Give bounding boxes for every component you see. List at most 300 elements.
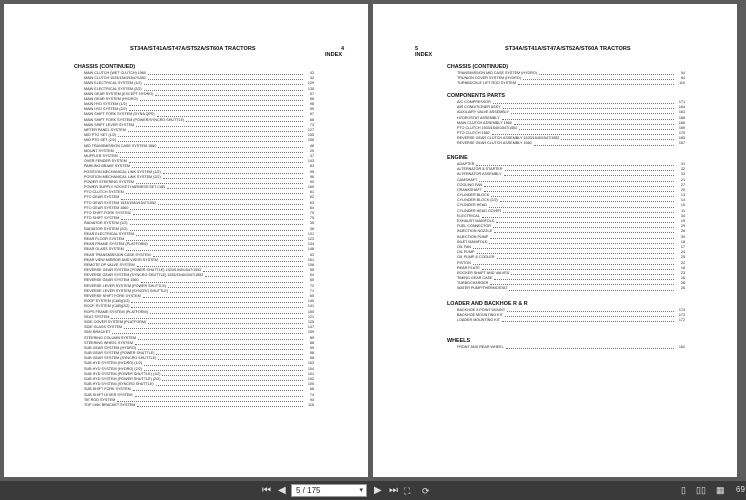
entry-page-number: 43 <box>309 70 314 75</box>
dot-leader <box>118 136 303 137</box>
dot-leader <box>504 175 674 176</box>
dot-leader <box>148 74 303 75</box>
entry-page-number: 123 <box>307 236 314 241</box>
dot-leader <box>476 165 674 166</box>
dot-leader <box>490 284 674 285</box>
entry-page-number: 54 <box>680 70 685 75</box>
entry-page-number: 125 <box>307 319 314 324</box>
entry-page-number: 98 <box>309 102 314 107</box>
entry-page-number: 33 <box>680 172 685 177</box>
dot-leader <box>144 370 303 371</box>
entry-page-number: 150 <box>307 309 314 314</box>
dot-leader <box>111 318 303 319</box>
dot-leader <box>131 307 303 308</box>
entry-page-number: 30 <box>680 234 685 239</box>
entry-label: TURBOCHARGER <box>457 281 489 286</box>
dot-leader <box>136 235 303 236</box>
entry-label: REMOTE OP VALVE SYSTEM <box>84 262 135 267</box>
entry-page-number: 147 <box>307 325 314 330</box>
entry-page-number: 144 <box>307 242 314 247</box>
entry-label: REVERSE GEAR CLUTCH ASSEMBLY 1560 <box>457 141 532 146</box>
entry-label: OIL FAN <box>457 244 472 249</box>
dot-leader <box>141 282 303 283</box>
dot-leader <box>148 79 303 80</box>
dot-leader <box>133 390 303 391</box>
dot-leader <box>135 344 303 345</box>
entry-label: SIDE GLASS SYSTEM <box>84 325 123 330</box>
entry-page-number: 103 <box>307 361 314 366</box>
entry-page-number: 169 <box>678 125 685 130</box>
dot-leader <box>489 243 674 244</box>
entry-label: MAIN HYD SYSTEM (2/2) <box>84 107 127 112</box>
entry-label: TIMING GEAR CASE <box>457 276 493 281</box>
entry-label: PTO CLUTCH 1533/1540/1547/1552 <box>457 125 518 130</box>
entry-label: PTO GEAR SYSTEM 1533/1540/1547/1552 <box>84 200 157 205</box>
entry-page-number: 174 <box>678 307 685 312</box>
dot-leader <box>477 253 675 254</box>
entry-label: ALTERNATOR ASSEMBLY <box>457 172 502 177</box>
section-title: LOADER AND BACKHOE R & R <box>447 301 528 307</box>
entry-label: PTO GEAR SYSTEM <box>84 195 120 200</box>
entry-label: SEAT SYSTEM <box>84 314 110 319</box>
two-page-view-icon[interactable]: ▯▯ <box>696 485 706 495</box>
index-entry[interactable] <box>447 81 685 86</box>
dot-leader <box>503 108 674 109</box>
dot-leader <box>143 297 303 298</box>
dot-leader <box>144 90 303 91</box>
dot-leader <box>491 196 674 197</box>
dot-leader <box>130 230 303 231</box>
entry-label: INLET MANIFOLD <box>457 239 488 244</box>
entry-label: MID PTO SET (2/2) <box>84 138 117 143</box>
entry-label: SIDE COVER SYSTEM (PLATFORM) <box>84 319 147 324</box>
entry-page-number: 140 <box>307 299 314 304</box>
entry-label: CYLINDER HEAD COVER <box>457 208 502 213</box>
entry-page-number: 72 <box>309 283 314 288</box>
entry-label: INJECTION PUMP <box>457 234 489 239</box>
entry-page-number: 121 <box>307 314 314 319</box>
entry-page-number: 37 <box>309 153 314 158</box>
section-title: CHASSIS (CONTINUED) <box>74 64 136 70</box>
entry-label: SMV BRACKET <box>84 330 111 335</box>
entry-label: POSITION MECHANICAL LINK SYSTEM (1/2) <box>84 169 161 174</box>
dot-leader <box>112 333 303 334</box>
dot-leader <box>117 401 303 402</box>
entry-page-number: 36 <box>309 226 314 231</box>
entry-label: SUB HYD SYSTEM (HYDRO) (2/2) <box>84 366 142 371</box>
entry-label: SUB SHIFT FORK SYSTEM <box>84 387 131 392</box>
entry-label: OIL PUMP & COOLER <box>457 255 495 260</box>
dot-leader <box>131 302 303 303</box>
dot-leader <box>121 219 303 220</box>
entry-label: ROCKER SHAFT AND VALVES <box>457 270 510 275</box>
dot-leader <box>519 129 674 130</box>
entry-label: POSITION MECHANICAL LINK SYSTEM (2/2) <box>84 174 161 179</box>
entry-page-number: 173 <box>678 313 685 318</box>
entry-page-number: 35 <box>309 221 314 226</box>
entry-page-number: 11 <box>681 208 685 213</box>
entry-page-number: 163 <box>678 110 685 115</box>
entry-page-number: 141 <box>307 304 314 309</box>
dot-leader <box>493 227 674 228</box>
rotate-icon[interactable]: ⟳ <box>422 486 430 496</box>
dot-leader <box>124 328 303 329</box>
dot-leader <box>150 313 303 314</box>
entry-label: REAR ELECTRICAL SYSTEM <box>84 231 135 236</box>
entry-page-number: 60 <box>309 278 314 283</box>
entry-label: MAIN SHIFT LEVER SYSTEM <box>84 122 135 127</box>
index-section <box>447 92 685 147</box>
index-label: INDEX <box>325 52 343 58</box>
index-entry[interactable] <box>447 287 685 292</box>
entry-label: TURNBUCKLE LIFT ROD SYSTEM <box>457 81 516 86</box>
entry-label: MAIN SHIFT FORK SYSTEM (POWER/SYNCRO SHUTTLE) <box>84 117 185 122</box>
entry-page-number: 18 <box>680 265 685 270</box>
entry-label: SUB HYD SYSTEM (SYNCRO SHUTTLE) <box>84 382 154 387</box>
entry-label: RADIATOR SYSTEM (2/2) <box>84 226 128 231</box>
entry-label: SUB HYD SYSTEM (HYDRO) (1/2) <box>84 361 142 366</box>
entry-label: TOP LINK BRACKET SYSTEM <box>84 402 136 407</box>
entry-page-number: 166 <box>678 120 685 125</box>
entry-page-number: 96 <box>309 174 314 179</box>
entry-label: A/C COMPRESSOR <box>457 99 491 104</box>
entry-label: CAMSHAFT <box>457 177 478 182</box>
entry-label: REVERSE LEVER SYSTEM (POWER SHUTTLE) <box>84 283 167 288</box>
dot-leader <box>158 147 303 148</box>
dot-leader <box>509 290 674 291</box>
entry-label: OIL PUMP <box>457 250 475 255</box>
entry-page-number: 165 <box>678 136 685 141</box>
dot-leader <box>500 201 674 202</box>
dot-leader <box>502 321 674 322</box>
entry-page-number: 116 <box>308 402 314 407</box>
entry-page-number: 19 <box>680 219 685 224</box>
entry-page-number: 101 <box>307 371 314 376</box>
entry-label: SUB SHIFT LEVER SYSTEM <box>84 392 133 397</box>
entry-label: SUB HYD SYSTEM (POWER SHUTTLE) (2/2) <box>84 377 161 382</box>
page-header-title: ST34A/ST41A/ST47A/ST52A/ST60A TRACTORS <box>505 46 631 52</box>
entry-page-number: 27 <box>680 182 685 187</box>
dot-leader <box>121 199 303 200</box>
dot-leader <box>490 238 674 239</box>
entry-page-number: 24 <box>680 250 685 255</box>
entry-label: PTO SHIFT FORK SYSTEM <box>84 211 131 216</box>
entry-page-number: 68 <box>309 387 314 392</box>
dot-leader <box>505 316 674 317</box>
entry-label: REVERSE GEAR SYSTEM (SYNCRO SHUTTLE) 1533/1540/1547/1552 <box>84 273 204 278</box>
entry-page-number: 110 <box>679 81 685 86</box>
last-page-icon[interactable]: ⏭ <box>389 485 398 496</box>
entry-page-number: 61 <box>309 190 314 195</box>
entry-page-number: 160 <box>307 185 314 190</box>
index-section <box>74 63 314 408</box>
entry-label: ROPS FRAME SYSTEM (PLATFORM) <box>84 309 148 314</box>
entry-page-number: 65 <box>309 294 314 299</box>
dot-leader <box>493 103 674 104</box>
entry-page-number: 14 <box>680 198 685 203</box>
entry-page-number: 104 <box>307 366 314 371</box>
entry-label: MOUNT SYSTEM <box>84 148 114 153</box>
entry-label: FUEL CONNECTOR <box>457 224 492 229</box>
entry-label: TRANSMISSION MID CASE SYSTEM (HYDRO) <box>457 70 537 75</box>
page-number-field[interactable] <box>291 484 367 497</box>
entry-page-number: 155 <box>307 133 314 138</box>
entry-page-number: 108 <box>307 262 314 267</box>
entry-page-number: 21 <box>680 177 685 182</box>
dot-leader <box>137 406 303 407</box>
entry-label: COOLING FAN <box>457 182 483 187</box>
page-header-title: ST34A/ST41A/ST47A/ST52A/ST60A TRACTORS <box>130 46 256 52</box>
entry-page-number: 58 <box>309 351 314 356</box>
entry-label: INJECTION NOZZLE <box>457 229 493 234</box>
entry-page-number: 162 <box>678 344 685 349</box>
section-title: CHASSIS (CONTINUED) <box>447 64 509 70</box>
dot-leader <box>505 170 674 171</box>
dot-leader <box>186 121 303 122</box>
entry-label: AIR CONDITIONER ASSY <box>457 105 501 110</box>
dot-leader <box>511 113 674 114</box>
dot-leader <box>120 157 303 158</box>
entry-page-number: 64 <box>309 205 314 210</box>
entry-page-number: 90 <box>309 179 314 184</box>
entry-page-number: 46 <box>309 143 314 148</box>
entry-label: ELECTRICAL <box>457 213 480 218</box>
prev-page-icon[interactable]: ◀ <box>278 485 286 496</box>
entry-page-number: 164 <box>678 105 685 110</box>
entry-label: BACKHOE MOUNTING KIT <box>457 313 503 318</box>
entry-label: HYDROSTAT ASSEMBLY <box>457 115 500 120</box>
entry-label: REVERSE SHIFT FORK SYSTEM <box>84 294 141 299</box>
entry-page-number: 25 <box>309 148 314 153</box>
entry-page-number: 22 <box>680 260 685 265</box>
entry-label: SUB GEAR SYSTEM (HYDRO) <box>84 345 137 350</box>
entry-label: MAIN HYD SYSTEM (1/2) <box>84 102 127 107</box>
dot-leader <box>205 276 303 277</box>
dot-leader <box>158 359 303 360</box>
entry-page-number: 83 <box>309 164 314 169</box>
dot-leader <box>133 214 303 215</box>
entry-label: REVERSE GEAR CLUTCH ASSEMBLY 1533/1540/1547/1552 <box>457 136 560 141</box>
entry-label: BACKHOE 3-POINT MOUNT <box>457 307 506 312</box>
section-title: WHEELS <box>447 338 471 344</box>
entry-label: MAIN ELECTRICAL SYSTEM (2/2) <box>84 86 142 91</box>
entry-label: FRONT AND REAR WHEEL <box>457 344 504 349</box>
dot-leader <box>502 119 674 120</box>
entry-page-number: 23 <box>680 270 685 275</box>
entry-label: ROOF SYSTEM (CAB)(1/2) <box>84 299 130 304</box>
dot-leader <box>132 167 303 168</box>
entry-page-number: 70 <box>309 211 314 216</box>
entry-page-number: 57 <box>309 91 314 96</box>
document-page-right <box>373 4 737 477</box>
dot-leader <box>534 145 674 146</box>
index-entry[interactable] <box>447 345 685 350</box>
dot-leader <box>511 274 674 275</box>
entry-page-number: 15 <box>680 203 685 208</box>
entry-page-number: 161 <box>307 257 314 262</box>
entry-page-number: 75 <box>309 216 314 221</box>
entry-page-number: 32 <box>680 167 685 172</box>
dot-leader <box>484 186 674 187</box>
entry-page-number: 67 <box>309 112 314 117</box>
entry-label: ROOF SYSTEM (CAB)(2/2) <box>84 304 130 309</box>
entry-label: REVERSE GEAR SYSTEM 1560 <box>84 278 139 283</box>
entry-label: POWER SUPPLY SOCKET HARNESS SET CAB <box>84 185 165 190</box>
dot-leader <box>482 269 674 270</box>
entry-page-number: 20 <box>680 187 685 192</box>
dot-leader <box>479 181 674 182</box>
entry-label: SUB GEAR SYSTEM (POWER SHUTTLE) <box>84 351 155 356</box>
index-section <box>447 154 685 292</box>
dot-leader <box>168 287 303 288</box>
dot-leader <box>136 183 303 184</box>
entry-page-number: 89 <box>309 335 314 340</box>
page-field-value: 5 / 175 <box>296 486 321 495</box>
entry-label: SUB HYD SYSTEM (POWER SHUTTLE) (1/2) <box>84 371 161 376</box>
entry-page-number: 156 <box>307 138 314 143</box>
pdf-viewer-toolbar <box>0 481 746 500</box>
entry-page-number: 58 <box>309 356 314 361</box>
entry-label: REAR VIEW MIRROR AND VISOR SYSTEM <box>84 257 158 262</box>
dot-leader <box>561 139 674 140</box>
entry-page-number: 168 <box>678 115 685 120</box>
entry-label: AUXILIARY VALVE ASSEMBLY <box>457 110 509 115</box>
entry-page-number: 148 <box>307 247 314 252</box>
single-page-view-icon[interactable]: ▯ <box>681 485 686 495</box>
dot-leader <box>138 349 303 350</box>
index-entry[interactable] <box>447 318 685 323</box>
entry-page-number: 130 <box>307 86 314 91</box>
grid-view-icon[interactable]: ▦ <box>716 485 725 495</box>
entry-label: MAIN CLUTCH ASSEMBLY 1560 <box>457 120 512 125</box>
fit-page-icon[interactable]: ⛶ <box>404 486 411 496</box>
index-label: INDEX <box>415 52 433 58</box>
dot-leader <box>144 365 303 366</box>
entry-page-number: 131 <box>307 231 314 236</box>
page-number: 4 <box>341 46 345 52</box>
dot-leader <box>482 217 674 218</box>
entry-page-number: 170 <box>678 131 685 136</box>
dot-leader <box>150 245 303 246</box>
entry-page-number: 95 <box>309 169 314 174</box>
entry-label: MAIN CLUTCH 1533/1540/1547/1552 <box>84 76 147 81</box>
entry-page-number: 71 <box>309 288 314 293</box>
dot-leader <box>494 279 674 280</box>
dot-leader <box>148 323 303 324</box>
entry-label: PTO CLUTCH 1560 <box>457 131 490 136</box>
entry-label: REAR FRAME SYSTEM (PLATFORM) <box>84 242 148 247</box>
entry-label: MAIN GEAR SYSTEM (EXCEPT HYDRO) <box>84 91 154 96</box>
entry-page-number: 28 <box>680 281 685 286</box>
entry-label: SUB GEAR SYSTEM (SYNCRO SHUTTLE) <box>84 356 157 361</box>
dot-leader <box>484 191 674 192</box>
entry-page-number: 26 <box>680 229 685 234</box>
dot-leader <box>157 116 303 117</box>
dot-leader <box>162 380 303 381</box>
section-title: ENGINE <box>447 155 468 161</box>
entry-page-number: 167 <box>678 141 685 146</box>
entry-page-number: 54 <box>309 273 314 278</box>
entry-label: PISTON <box>457 260 471 265</box>
dot-leader <box>126 240 303 241</box>
entry-page-number: 29 <box>680 224 685 229</box>
dot-leader <box>129 110 303 111</box>
entry-label: PTO CLUTCH SYSTEM <box>84 190 124 195</box>
entry-page-number: 62 <box>309 195 314 200</box>
dot-leader <box>203 271 303 272</box>
dot-leader <box>163 178 303 179</box>
entry-label: CYLINDER BLOCK (2/2) <box>457 198 498 203</box>
dot-leader <box>156 385 303 386</box>
index-entry[interactable] <box>74 403 314 408</box>
entry-page-number: 127 <box>307 128 314 133</box>
entry-label: ALTERNATOR & STARTER <box>457 167 503 172</box>
entry-label: STEERING WHEEL SYSTEM <box>84 340 134 345</box>
dot-leader <box>497 258 675 259</box>
dot-leader <box>130 224 303 225</box>
entry-page-number: 100 <box>307 382 314 387</box>
entry-label: TIE ROD SYSTEM <box>84 397 116 402</box>
entry-page-number: 73 <box>309 122 314 127</box>
entry-label: REAR PLATE <box>457 265 480 270</box>
dot-leader <box>170 292 303 293</box>
dot-leader <box>126 193 303 194</box>
entry-label: CYLINDER BLOCK <box>457 193 490 198</box>
entry-label: MID PTO SET (1/2) <box>84 133 117 138</box>
entry-label: PTO SHIFT SYSTEM <box>84 216 120 221</box>
entry-label: POWER STEERING SYSTEM <box>84 179 134 184</box>
dot-leader <box>130 209 303 210</box>
entry-page-number: 25 <box>680 255 685 260</box>
entry-label: MAIN GEAR SYSTEM (HYDRO) <box>84 96 138 101</box>
entry-page-number: 55 <box>309 268 314 273</box>
entry-page-number: 42 <box>309 76 314 81</box>
zoom-level[interactable]: 69 <box>736 485 745 494</box>
entry-label: STEERING COLUMN SYSTEM <box>84 335 137 340</box>
entry-page-number: 34 <box>680 213 685 218</box>
dot-leader <box>163 173 303 174</box>
dot-leader <box>518 84 674 85</box>
entry-label: METER PANEL SYSTEM <box>84 128 126 133</box>
next-page-icon[interactable]: ▶ <box>374 485 382 496</box>
entry-label: REVERSE GEAR SYSTEM (POWER SHUTTLE) 1533/1540/1547/1552 <box>84 268 202 273</box>
entry-label: ADAPTER <box>457 161 475 166</box>
entry-page-number: 59 <box>309 345 314 350</box>
entry-page-number: 129 <box>307 81 314 86</box>
entry-page-number: 26 <box>680 286 685 291</box>
entry-label: CRANKSHAFT <box>457 187 482 192</box>
entry-page-number: 172 <box>678 318 685 323</box>
index-entry[interactable] <box>447 142 685 147</box>
entry-label: OVER FENDER SYSTEM <box>84 159 127 164</box>
entry-label: LOADER MOUNTING KIT <box>457 318 501 323</box>
dot-leader <box>514 124 674 125</box>
dot-leader <box>523 79 674 80</box>
first-page-icon[interactable]: ⏮ <box>262 485 271 496</box>
entry-label: MAIN ELECTRICAL SYSTEM (1/2) <box>84 81 142 86</box>
entry-page-number: 88 <box>309 340 314 345</box>
dot-leader <box>162 375 303 376</box>
dot-leader <box>496 222 674 223</box>
entry-page-number: 63 <box>309 200 314 205</box>
entry-label: PTO GEAR SYSTEM 1560 <box>84 205 129 210</box>
dot-leader <box>153 256 303 257</box>
entry-page-number: 56 <box>309 96 314 101</box>
section-title: COMPONENTS PARTS <box>447 93 506 99</box>
dot-leader <box>156 354 303 355</box>
entry-label: MAIN CLUTCH (WET CLUTCH) 1560 <box>84 70 147 75</box>
dot-leader <box>160 261 303 262</box>
